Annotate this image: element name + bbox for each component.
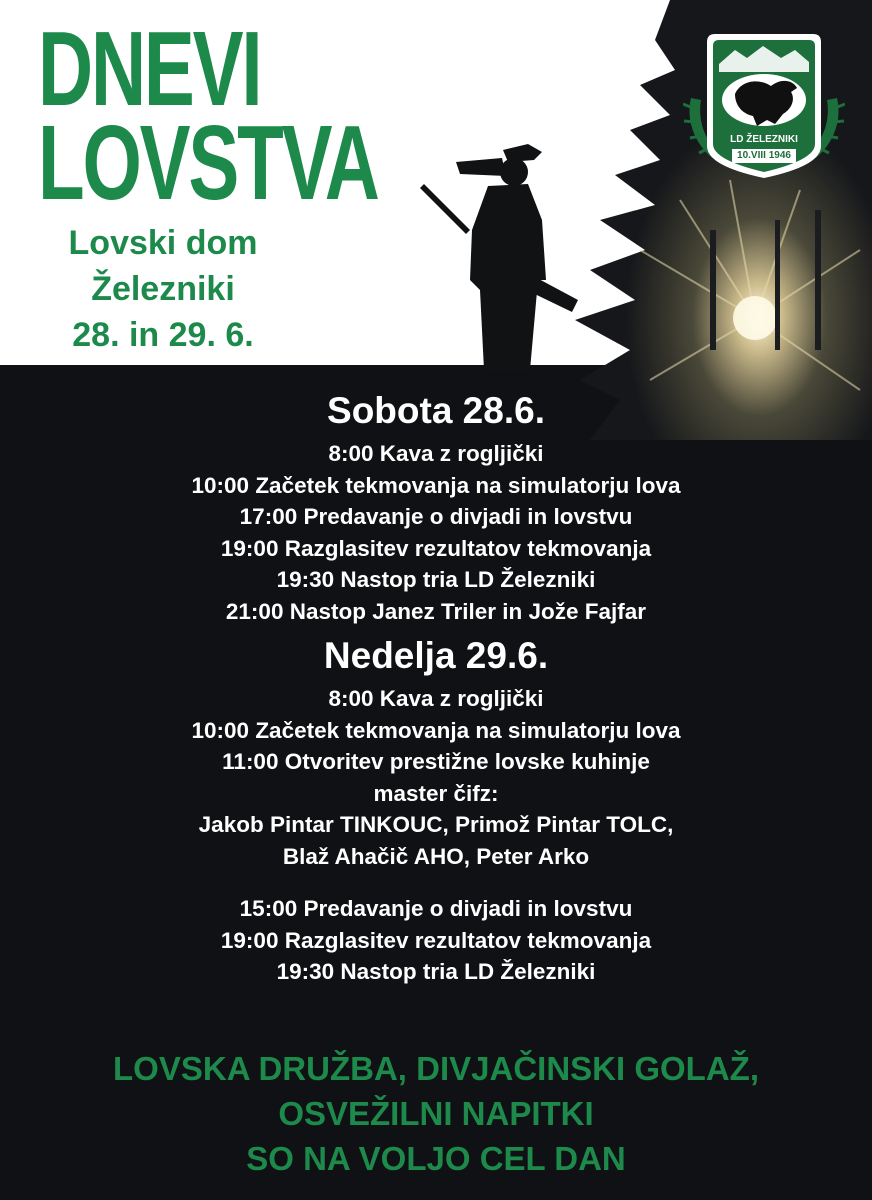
schedule-item: 11:00 Otvoritev prestižne lovske kuhinje [222,749,650,774]
hunter-silhouette [410,130,590,370]
schedule-item: Jakob Pintar TINKOUC, Primož Pintar TOLC, [198,812,674,837]
footer-line-1: LOVSKA DRUŽBA, DIVJAČINSKI GOLAŽ, [113,1050,759,1087]
schedule-item: 19:30 Nastop tria LD Železniki [276,567,596,592]
venue-line-2: Železniki [91,270,235,308]
event-title [38,10,378,222]
schedule-item: master čifz: [373,780,499,806]
schedule-item: 10:00 Začetek tekmovanja na simulatorju lova [191,717,681,743]
event-program [0,388,872,988]
schedule-item: 19:00 Razglasitev rezultatov tekmovanja [220,927,652,953]
footer-line-2: OSVEŽILNI NAPITKI [278,1095,594,1132]
schedule-item: Blaž Ahačič AHO, Peter Arko [282,843,590,869]
day-heading-sunday: Nedelja 29.6. [323,635,549,676]
title-line-2: LOVSTVA [38,104,378,222]
schedule-item: 8:00 Kava z rogljički [328,441,544,466]
schedule-spacer [0,872,872,893]
title-line-1: DNEVI [38,10,261,128]
day-heading-saturday: Sobota 28.6. [327,390,545,431]
schedule-item: 19:30 Nastop tria LD Železniki [276,959,596,984]
footer-offer [0,1046,872,1181]
footer-line-3: SO NA VOLJO CEL DAN [246,1140,626,1177]
club-founded-date: 10.VIII 1946 [732,149,796,163]
schedule-item: 19:00 Razglasitev rezultatov tekmovanja [220,535,652,561]
event-dates: 28. in 29. 6. [72,316,254,354]
club-name: LD ŽELEZNIKI [730,134,798,145]
venue-and-dates [28,220,298,358]
club-logo-text [722,133,806,163]
schedule-item: 10:00 Začetek tekmovanja na simulatorju lova [191,472,681,498]
schedule-item: 17:00 Predavanje o divjadi in lovstvu [239,504,633,529]
venue-line-1: Lovski dom [68,224,258,262]
schedule-item: 15:00 Predavanje o divjadi in lovstvu [239,896,633,921]
schedule-item: 21:00 Nastop Janez Triler in Jože Fajfar [225,598,647,624]
schedule-item: 8:00 Kava z rogljički [328,686,544,711]
